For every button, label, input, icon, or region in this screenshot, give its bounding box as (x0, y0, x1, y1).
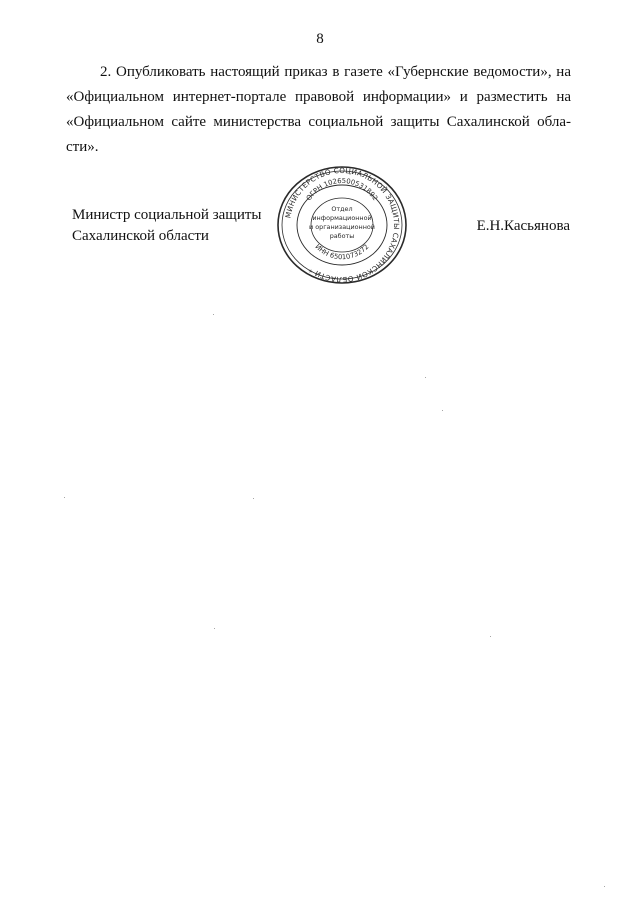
signatory-name: Е.Н.Касьянова (476, 218, 570, 234)
paragraph-line: «Официальном сайте министерства социальной защиты Сахалинской обла- (66, 114, 571, 130)
svg-text:информационной: информационной (312, 214, 372, 222)
svg-text:и организационной: и организационной (309, 223, 375, 231)
order-paragraph (66, 60, 571, 160)
scan-speck (64, 497, 65, 498)
scan-speck (213, 314, 214, 315)
paragraph-line: сти». (66, 139, 99, 155)
paragraph-line: 2. Опубликовать настоящий приказ в газете «Губернские ведомости», на (100, 64, 571, 80)
svg-text:Отдел: Отдел (331, 205, 353, 213)
svg-text:МИНИСТЕРСТВО СОЦИАЛЬНОЙ ЗАЩИТЫ: МИНИСТЕРСТВО СОЦИАЛЬНОЙ ЗАЩИТЫ САХАЛИНСКОЙ ОБЛАСТИ * (283, 165, 402, 285)
scan-speck (442, 410, 443, 411)
svg-text:ИНН 6501073272: ИНН 6501073272 (313, 242, 371, 262)
scan-speck (214, 628, 215, 629)
paragraph-line: «Официальном интернет-портале правовой информации» и разместить на (66, 89, 571, 105)
svg-text:работы: работы (329, 232, 355, 240)
page-number: 8 (316, 31, 324, 47)
signatory-title-line: Сахалинской области (72, 228, 209, 244)
official-seal (272, 163, 412, 288)
svg-text:ОГРН 1026500531892: ОГРН 1026500531892 (304, 176, 380, 203)
seal-graphic (272, 163, 412, 288)
scan-speck (253, 498, 254, 499)
scan-speck (425, 377, 426, 378)
scan-speck (490, 636, 491, 637)
signatory-title (72, 205, 262, 247)
signatory-title-line: Министр социальной защиты (72, 207, 262, 223)
scan-speck (604, 886, 605, 887)
